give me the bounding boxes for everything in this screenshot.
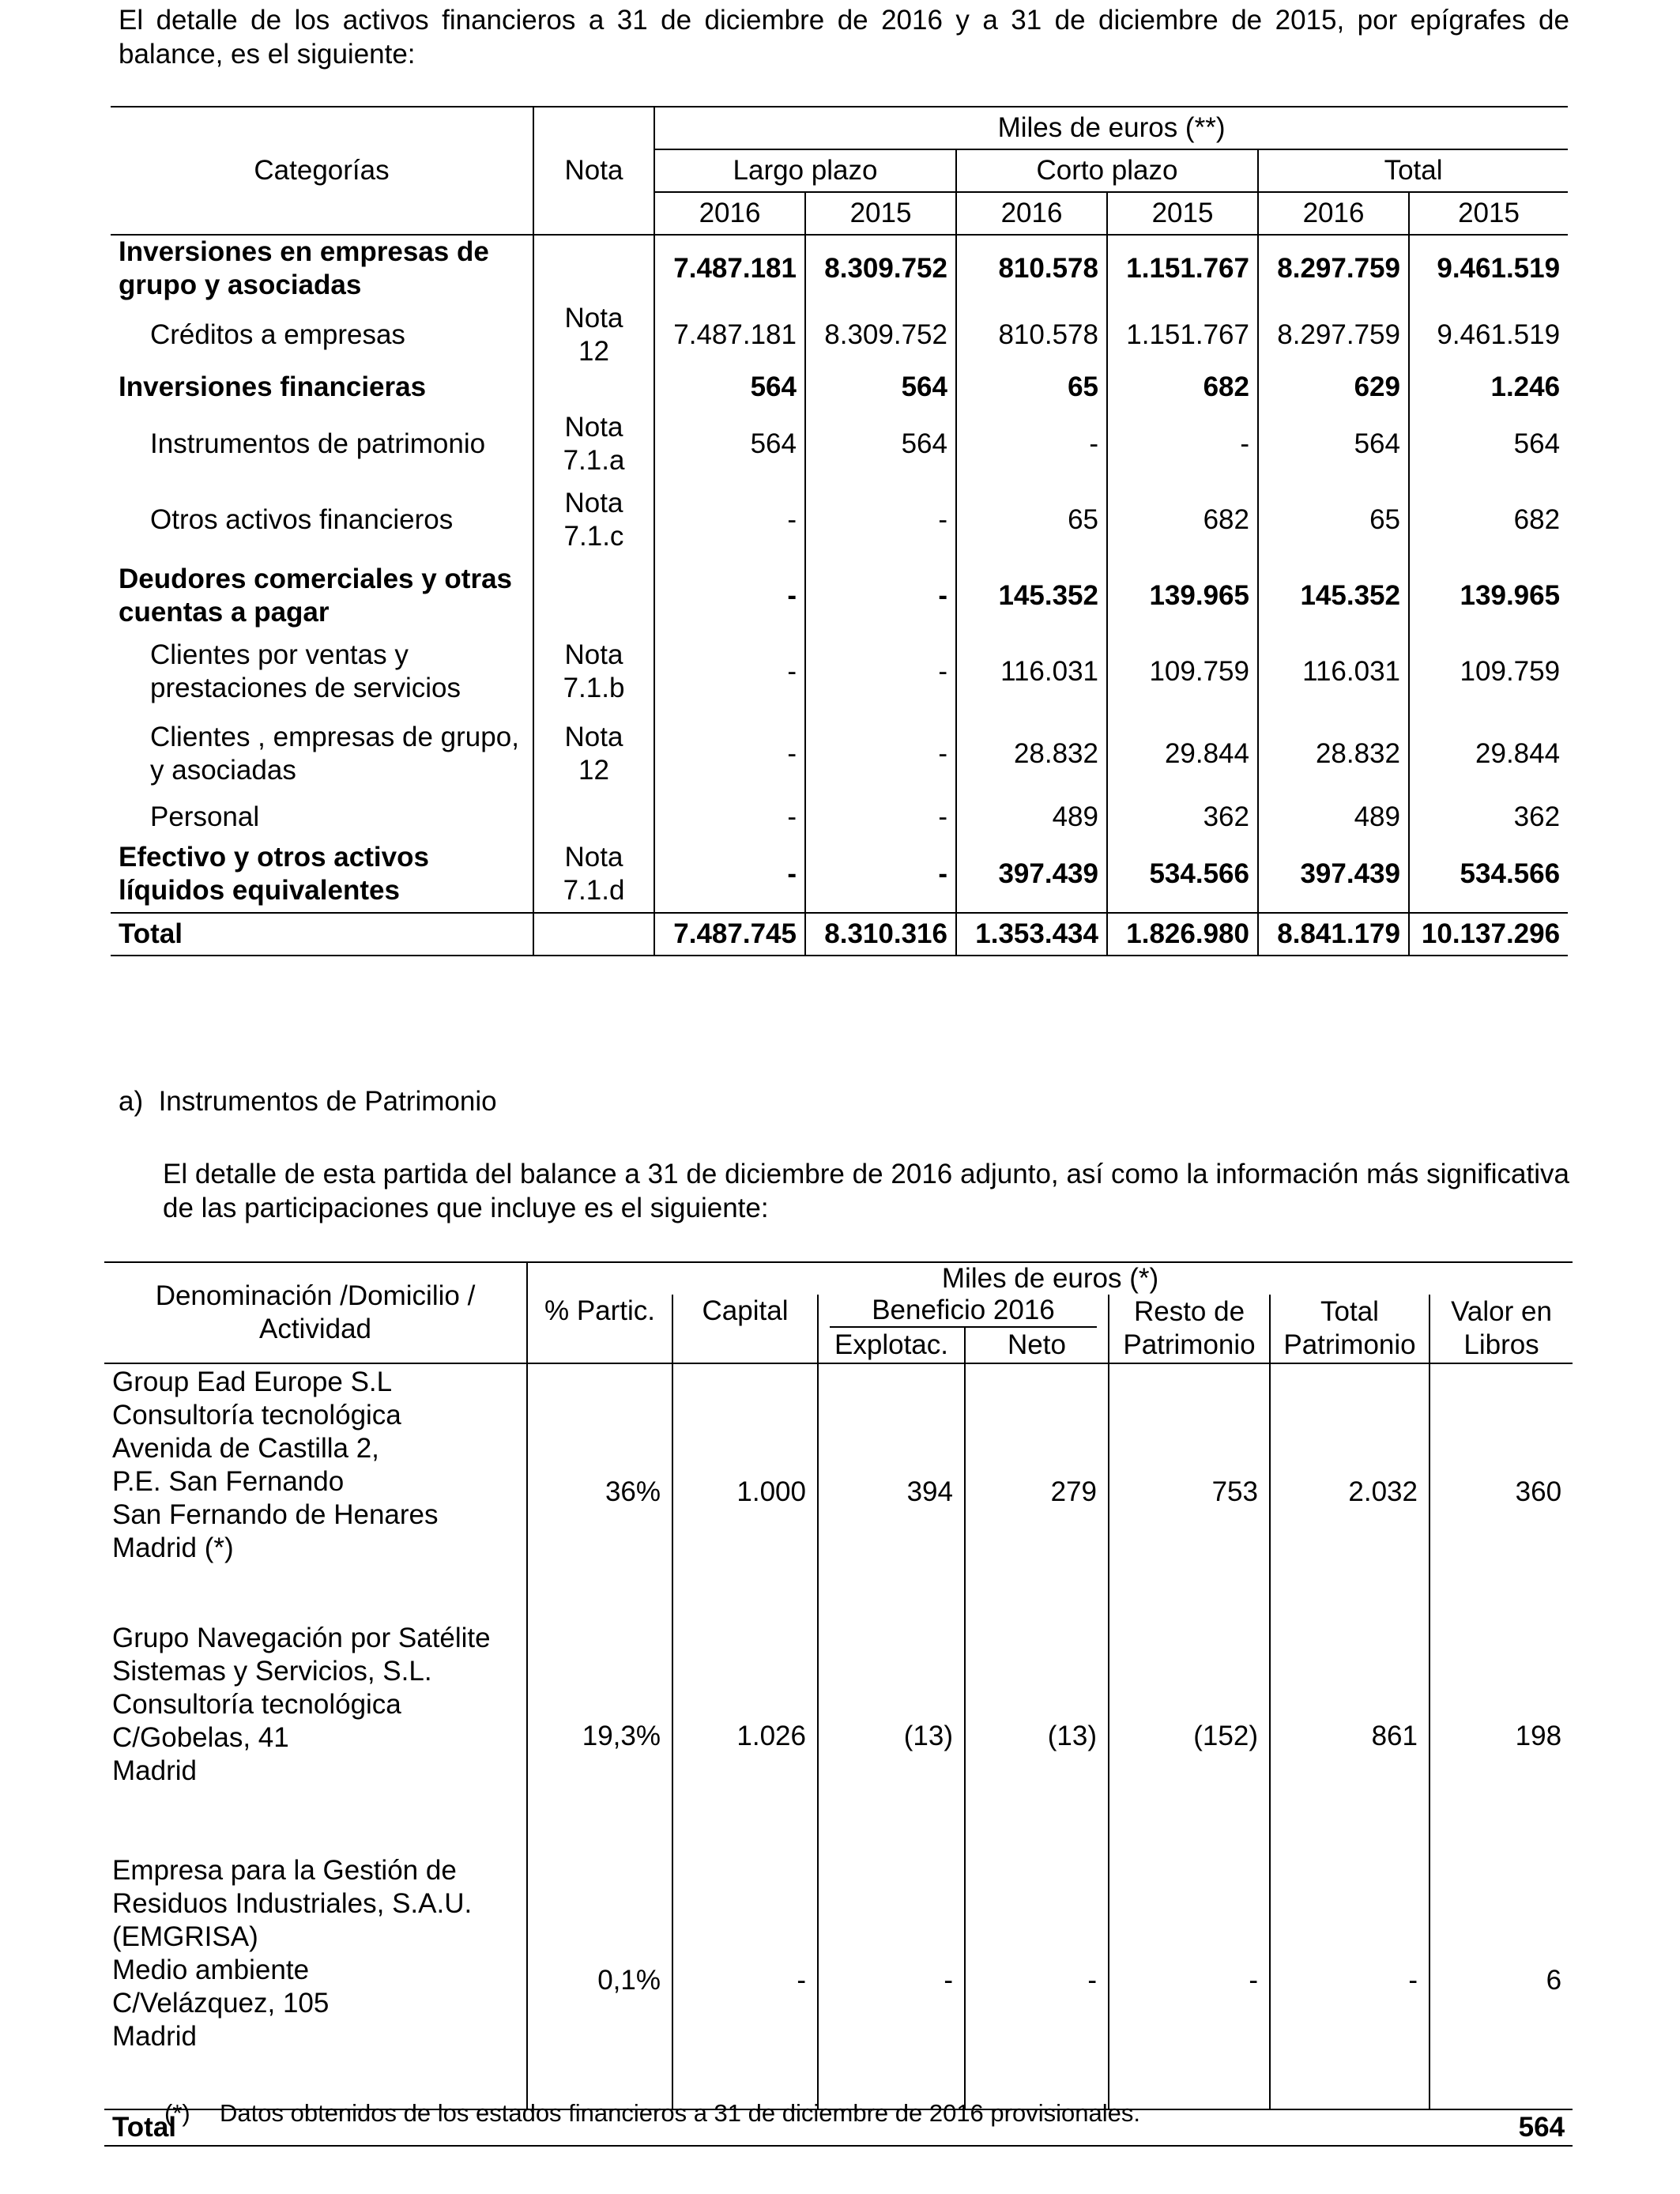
row-value: -	[805, 634, 956, 710]
entity-line: San Fernando de Henares	[112, 1499, 439, 1530]
entity-line: Consultoría tecnológica	[112, 1400, 401, 1431]
row-value: -	[654, 836, 805, 913]
entity-line: Madrid	[112, 2021, 197, 2052]
row-value: 28.832	[956, 710, 1107, 798]
row-value: 139.965	[1409, 558, 1568, 634]
row-value: 145.352	[956, 558, 1107, 634]
row-nota	[533, 235, 654, 302]
entity-line: Madrid	[112, 1755, 197, 1786]
entity-line: Sistemas y Servicios, S.L.	[112, 1656, 432, 1687]
total-value: 10.137.296	[1409, 913, 1568, 956]
row-value: -	[805, 558, 956, 634]
header-year: 2016	[1258, 192, 1409, 235]
table-row	[111, 235, 1568, 302]
table-row	[111, 406, 1568, 482]
header-neto: Neto	[965, 1328, 1109, 1363]
entity-line: (EMGRISA)	[112, 1921, 258, 1952]
row-label	[111, 836, 533, 913]
header-corto-plazo: Corto plazo	[956, 149, 1258, 192]
row-value: 394	[818, 1363, 965, 1620]
table-row	[111, 302, 1568, 368]
row-value: 116.031	[956, 634, 1107, 710]
row-value: -	[672, 1853, 818, 2109]
row-value: 8.297.759	[1258, 302, 1409, 368]
total-value: 8.310.316	[805, 913, 956, 956]
table-row	[104, 1620, 1573, 1853]
row-nota: Nota 12	[533, 710, 654, 798]
row-label-text: Efectivo y otros activos líquidos equivalentes	[119, 842, 429, 906]
row-value: -	[654, 482, 805, 558]
row-value: 139.965	[1107, 558, 1258, 634]
row-value: 362	[1409, 798, 1568, 836]
row-label	[111, 482, 533, 558]
row-value: -	[805, 798, 956, 836]
entity-line: C/Velázquez, 105	[112, 1988, 330, 2019]
entity-line: Medio ambiente	[112, 1955, 310, 1985]
header-categorias: Categorías	[111, 107, 533, 235]
total-value: 1.826.980	[1107, 913, 1258, 956]
row-value: 489	[1258, 798, 1409, 836]
entity-line: Grupo Navegación por Satélite	[112, 1623, 491, 1653]
row-nota	[533, 368, 654, 406]
section-a-paragraph: El detalle de esta partida del balance a 31 de diciembre de 2016 adjunto, así como la información más significativa de las participaciones que incluye es el siguiente:	[163, 1159, 1569, 1223]
table-row	[111, 634, 1568, 710]
financial-assets-table	[111, 106, 1568, 956]
section-a-marker: a)	[119, 1086, 144, 1117]
row-label	[111, 798, 533, 836]
row-value: -	[805, 710, 956, 798]
row-value: -	[654, 798, 805, 836]
row-value: 279	[965, 1363, 1109, 1620]
row-value: -	[654, 558, 805, 634]
row-value: 29.844	[1409, 710, 1568, 798]
header-year: 2015	[1409, 192, 1568, 235]
table-row	[104, 1853, 1573, 2109]
row-value: 28.832	[1258, 710, 1409, 798]
row-nota: Nota 7.1.b	[533, 634, 654, 710]
row-value: -	[818, 1853, 965, 2109]
row-value: 1.151.767	[1107, 235, 1258, 302]
row-nota	[533, 798, 654, 836]
row-nota	[533, 558, 654, 634]
row-value: 0,1%	[527, 1853, 672, 2109]
row-value: 36%	[527, 1363, 672, 1620]
row-value: 8.309.752	[805, 302, 956, 368]
row-value: 116.031	[1258, 634, 1409, 710]
entity-cell	[104, 1620, 527, 1853]
row-value: 682	[1107, 368, 1258, 406]
row-value: -	[654, 710, 805, 798]
row-nota: Nota 7.1.d	[533, 836, 654, 913]
total-label: Total	[104, 2109, 527, 2146]
header-denominacion: Denominación /Domicilio / Actividad	[104, 1262, 527, 1363]
intro-paragraph: El detalle de los activos financieros a 31 de diciembre de 2016 y a 31 de diciembre de 2015, por epígrafes de balance, es el siguiente:	[119, 5, 1569, 70]
row-value: 564	[1258, 406, 1409, 482]
row-value: 534.566	[1409, 836, 1568, 913]
total-label: Total	[111, 913, 533, 956]
row-label-text: Instrumentos de patrimonio	[150, 428, 486, 459]
row-value: 198	[1430, 1620, 1573, 1853]
row-value: 362	[1107, 798, 1258, 836]
row-value: -	[956, 406, 1107, 482]
row-value: 65	[956, 368, 1107, 406]
row-value: 109.759	[1409, 634, 1568, 710]
header-resto: Resto de Patrimonio	[1109, 1295, 1270, 1363]
row-value: 1.151.767	[1107, 302, 1258, 368]
row-label	[111, 302, 533, 368]
row-value: 29.844	[1107, 710, 1258, 798]
row-value: 8.309.752	[805, 235, 956, 302]
header-nota: Nota	[533, 107, 654, 235]
row-value: 145.352	[1258, 558, 1409, 634]
row-label	[111, 235, 533, 302]
row-label-text: Inversiones financieras	[119, 371, 427, 402]
row-value: 682	[1107, 482, 1258, 558]
table-row	[111, 482, 1568, 558]
header-total: Total	[1258, 149, 1568, 192]
row-value: 7.487.181	[654, 302, 805, 368]
row-value: 489	[956, 798, 1107, 836]
header-year: 2015	[805, 192, 956, 235]
row-label-text: Inversiones en empresas de grupo y asociadas	[119, 236, 489, 300]
entity-line: Madrid (*)	[112, 1532, 234, 1563]
entity-line: P.E. San Fernando	[112, 1466, 345, 1497]
row-value: 629	[1258, 368, 1409, 406]
footnote-mark: (*)	[164, 2099, 190, 2127]
table-row	[104, 1363, 1573, 1620]
header-miles-de-euros: Miles de euros (**)	[654, 107, 1568, 149]
row-value: 810.578	[956, 302, 1107, 368]
entity-line: Residuos Industriales, S.A.U.	[112, 1888, 473, 1919]
header-explotac: Explotac.	[818, 1328, 965, 1363]
row-value: 360	[1430, 1363, 1573, 1620]
header-year: 2016	[956, 192, 1107, 235]
table-row	[111, 710, 1568, 798]
equity-instruments-table	[104, 1261, 1573, 2147]
entity-line: Consultoría tecnológica	[112, 1689, 401, 1720]
row-value: 1.000	[672, 1363, 818, 1620]
row-label-text: Personal	[150, 801, 260, 832]
entity-line: Avenida de Castilla 2,	[112, 1433, 379, 1464]
row-value: 65	[1258, 482, 1409, 558]
row-value: 564	[654, 406, 805, 482]
row-value: 7.487.181	[654, 235, 805, 302]
row-value: 9.461.519	[1409, 302, 1568, 368]
row-value: -	[805, 482, 956, 558]
row-value: -	[654, 634, 805, 710]
header-miles-de-euros: Miles de euros (*)	[527, 1262, 1573, 1295]
entity-line: Group Ead Europe S.L	[112, 1367, 393, 1397]
row-nota: Nota 7.1.a	[533, 406, 654, 482]
row-value: 861	[1270, 1620, 1430, 1853]
row-value: 1.026	[672, 1620, 818, 1853]
total-value: 7.487.745	[654, 913, 805, 956]
table-row	[111, 798, 1568, 836]
row-value: 682	[1409, 482, 1568, 558]
row-label	[111, 406, 533, 482]
row-label-text: Deudores comerciales y otras cuentas a pagar	[119, 564, 513, 628]
row-value: 564	[1409, 406, 1568, 482]
row-label-text: Créditos a empresas	[150, 319, 405, 350]
entity-cell	[104, 1363, 527, 1620]
header-beneficio	[818, 1295, 1109, 1328]
row-value: (13)	[965, 1620, 1109, 1853]
header-year: 2015	[1107, 192, 1258, 235]
row-value: 65	[956, 482, 1107, 558]
total-value: 8.841.179	[1258, 913, 1409, 956]
header-capital: Capital	[672, 1295, 818, 1363]
row-value: 753	[1109, 1363, 1270, 1620]
section-a-heading	[119, 1084, 497, 1118]
row-value: 1.246	[1409, 368, 1568, 406]
row-label-text: Clientes por ventas y prestaciones de servicios	[150, 639, 461, 703]
header-total-patrimonio: Total Patrimonio	[1270, 1295, 1430, 1363]
header-partic: % Partic.	[527, 1295, 672, 1363]
row-nota: Nota 12	[533, 302, 654, 368]
footnote	[164, 2098, 1140, 2129]
entity-line: C/Gobelas, 41	[112, 1722, 289, 1753]
row-label-text: y asociadas	[150, 755, 296, 786]
total-value: 1.353.434	[956, 913, 1107, 956]
header-year: 2016	[654, 192, 805, 235]
row-value: 19,3%	[527, 1620, 672, 1853]
row-value: 564	[805, 368, 956, 406]
section-a-title: Instrumentos de Patrimonio	[158, 1086, 497, 1117]
header-beneficio-label: Beneficio 2016	[830, 1295, 1097, 1328]
entity-cell	[104, 1853, 527, 2109]
row-value: -	[805, 836, 956, 913]
row-value: 109.759	[1107, 634, 1258, 710]
row-value: (152)	[1109, 1620, 1270, 1853]
row-value: 2.032	[1270, 1363, 1430, 1620]
row-label-text: Otros activos financieros	[150, 504, 454, 535]
footnote-text: Datos obtenidos de los estados financieros a 31 de diciembre de 2016 provisionales.	[220, 2099, 1140, 2127]
table-row	[111, 558, 1568, 634]
row-value: 564	[805, 406, 956, 482]
row-value: 9.461.519	[1409, 235, 1568, 302]
table-row	[111, 836, 1568, 913]
header-valor-libros: Valor en Libros	[1430, 1295, 1573, 1363]
row-value: 564	[654, 368, 805, 406]
row-label	[111, 634, 533, 710]
row-value: 6	[1430, 1853, 1573, 2109]
row-value: -	[1107, 406, 1258, 482]
row-value: 397.439	[956, 836, 1107, 913]
header-largo-plazo: Largo plazo	[654, 149, 956, 192]
row-label	[111, 558, 533, 634]
row-value: -	[965, 1853, 1109, 2109]
row-value: -	[1109, 1853, 1270, 2109]
total-value: 564	[1430, 2109, 1573, 2146]
row-value: 810.578	[956, 235, 1107, 302]
row-value: 8.297.759	[1258, 235, 1409, 302]
row-label	[111, 710, 533, 798]
row-value: 534.566	[1107, 836, 1258, 913]
table-row	[111, 368, 1568, 406]
row-value: (13)	[818, 1620, 965, 1853]
row-label	[111, 368, 533, 406]
row-label-text: Clientes , empresas de grupo,	[150, 722, 519, 752]
row-value: 397.439	[1258, 836, 1409, 913]
row-value: -	[1270, 1853, 1430, 2109]
entity-line: Empresa para la Gestión de	[112, 1855, 457, 1886]
row-nota: Nota 7.1.c	[533, 482, 654, 558]
